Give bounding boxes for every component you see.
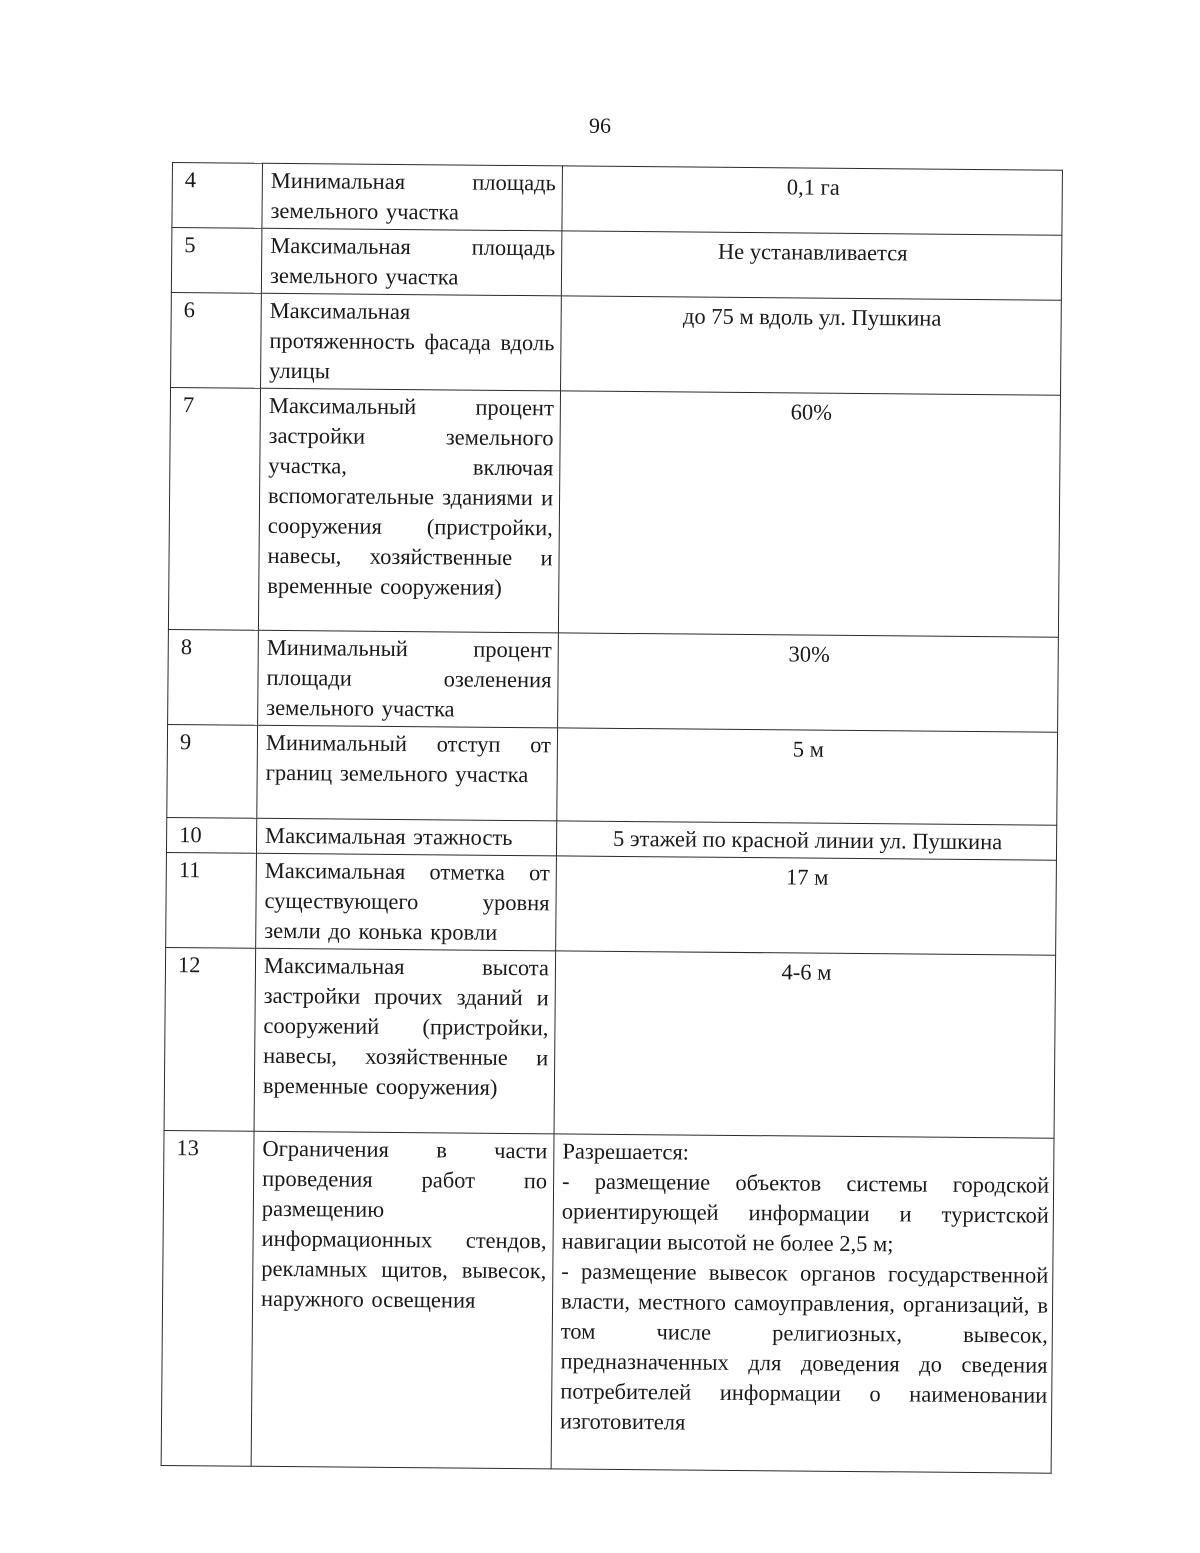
parameter-name: Минимальный отступ от границ земельного участка <box>257 725 558 821</box>
row-number: 10 <box>166 817 256 853</box>
parameter-value: 5 м <box>557 728 1058 825</box>
page-number: 96 <box>589 113 611 138</box>
table-row <box>168 387 1060 637</box>
row-number: 9 <box>167 724 258 818</box>
table-row <box>168 629 1059 732</box>
parameter-value: Не устанавливается <box>561 231 1062 300</box>
parameter-value: 5 этажей по красной линии ул. Пушкина <box>556 821 1056 860</box>
row-number: 4 <box>172 163 263 229</box>
table-row <box>164 947 1056 1138</box>
parameter-name: Максимальная этажность <box>256 818 556 856</box>
parameter-name: Максимальная протяженность фасада вдоль улицы <box>261 293 562 391</box>
parameter-name: Максимальная высота застройки прочих зданий и сооружений (пристройки, навесы, хозяйственные и временные сооружения) <box>254 948 556 1134</box>
parameter-value: 17 м <box>556 856 1057 955</box>
parameter-value: 30% <box>558 633 1059 732</box>
parameter-name: Максимальная отметка от существующего уровня земли до конька кровли <box>256 853 557 951</box>
row-number: 7 <box>168 387 260 630</box>
table-row <box>172 163 1063 236</box>
table-row <box>161 1130 1054 1473</box>
parameter-name: Максимальная площадь земельного участка <box>261 228 562 296</box>
parameter-value: 60% <box>558 391 1060 637</box>
row-number: 11 <box>166 852 257 948</box>
parameter-value: до 75 м вдоль ул. Пушкина <box>561 296 1062 395</box>
row-number: 13 <box>161 1130 254 1466</box>
table-row <box>171 292 1062 395</box>
parameter-value: 0,1 га <box>562 166 1063 235</box>
value-list-item: - размещение объектов системы городской ориентирующей информации и туристской навигации высотой не более 2,5 м; <box>561 1168 1050 1257</box>
parameter-name: Максимальный процент застройки земельного участка, включая вспомогательные зданиями и сооружения (пристройки, навесы, хозяйственные и временные сооружения) <box>258 388 560 633</box>
row-number: 6 <box>171 292 262 388</box>
parameter-value: 4-6 м <box>554 951 1056 1138</box>
table-row <box>167 724 1058 825</box>
table-row <box>166 852 1057 955</box>
parameter-value <box>551 1134 1054 1473</box>
parameter-name: Минимальный процент площади озеленения земельного участка <box>258 630 559 728</box>
row-number: 12 <box>164 947 256 1131</box>
value-list-item: - размещение вывесок органов государственной власти, местного самоуправления, организаций, в том числе религиозных, вывесок, предназначенных для доведения до сведения потребителей информации о наименовании изготовителя <box>559 1258 1049 1435</box>
row-number: 5 <box>171 228 262 294</box>
row-number: 8 <box>168 629 259 725</box>
parameter-name: Минимальная площадь земельного участка <box>262 163 563 231</box>
regulations-table <box>161 162 1063 1474</box>
table-row <box>171 228 1062 301</box>
value-heading: Разрешается: <box>562 1138 690 1165</box>
parameter-name: Ограничения в части проведения работ по размещению информационных стендов, рекламных щитов, вывесок, наружного освещения <box>251 1131 554 1469</box>
